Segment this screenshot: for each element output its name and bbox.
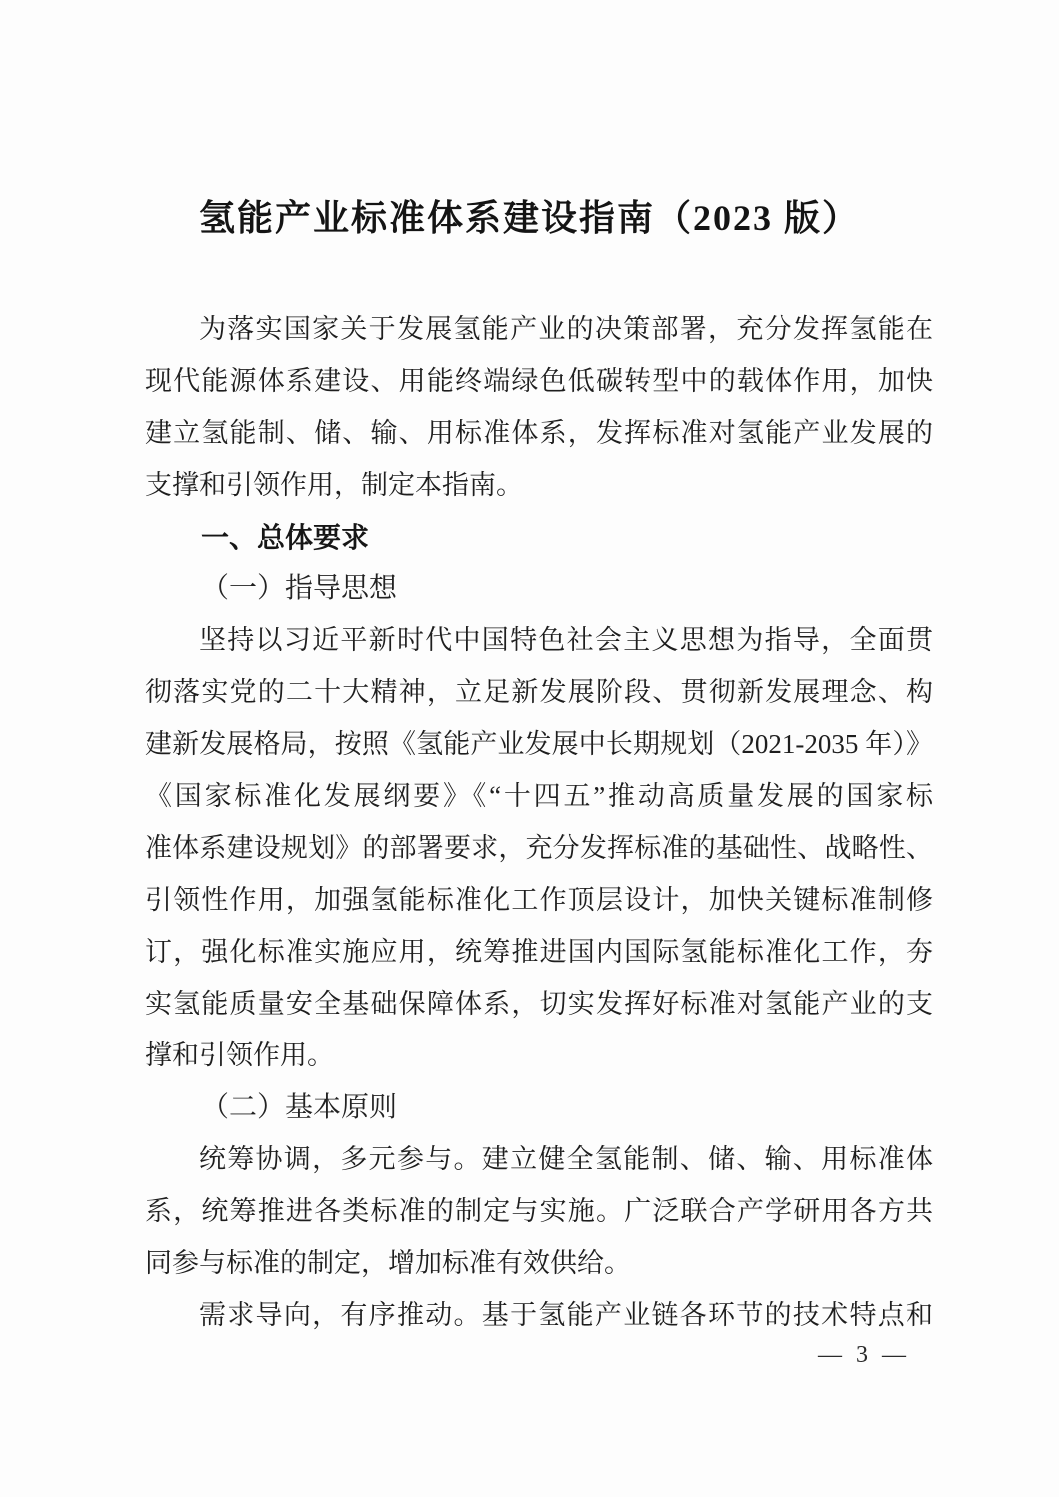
text-line: 建新发展格局，按照《氢能产业发展中长期规划（2021-2035 年）》	[145, 729, 933, 760]
text-line: （二）基本原则	[201, 1092, 398, 1124]
text-line: 统筹协调，多元参与。建立健全氢能制、储、输、用标准体	[199, 1144, 933, 1175]
text-line: 现代能源体系建设、用能终端绿色低碳转型中的载体作用，加快	[145, 365, 933, 396]
document-title: 氢能产业标准体系建设指南（2023 版）	[198, 198, 860, 238]
text-line: 系，统筹推进各类标准的制定与实施。广泛联合产学研用各方共	[145, 1196, 933, 1227]
text-line: 一、总体要求	[201, 521, 370, 553]
text-line: 《国家标准化发展纲要》《“十四五”推动高质量发展的国家标	[145, 781, 933, 812]
text-line: 实氢能质量安全基础保障体系，切实发挥好标准对氢能产业的支	[145, 988, 933, 1019]
text-line: 建立氢能制、储、输、用标准体系，发挥标准对氢能产业发展的	[145, 417, 933, 448]
text-line: 坚持以习近平新时代中国特色社会主义思想为指导，全面贯	[199, 625, 933, 656]
text-line: 需求导向，有序推动。基于氢能产业链各环节的技术特点和	[199, 1299, 933, 1330]
document-body	[145, 304, 933, 1342]
text-line: （一）指导思想	[201, 573, 398, 605]
text-line: 同参与标准的制定，增加标准有效供给。	[145, 1248, 631, 1279]
text-line: 支撑和引领作用，制定本指南。	[145, 469, 523, 500]
text-line: 准体系建设规划》的部署要求，充分发挥标准的基础性、战略性、	[145, 832, 933, 863]
text-line: 引领性作用，加强氢能标准化工作顶层设计，加快关键标准制修	[145, 884, 933, 915]
text-line: 为落实国家关于发展氢能产业的决策部署，充分发挥氢能在	[199, 314, 933, 344]
text-line: 撑和引领作用。	[145, 1040, 334, 1071]
page-number: — 3 —	[818, 1342, 910, 1368]
text-line: 彻落实党的二十大精神，立足新发展阶段、贯彻新发展理念、构	[145, 677, 933, 708]
text-line: 订，强化标准实施应用，统筹推进国内国际氢能标准化工作，夯	[145, 936, 933, 967]
